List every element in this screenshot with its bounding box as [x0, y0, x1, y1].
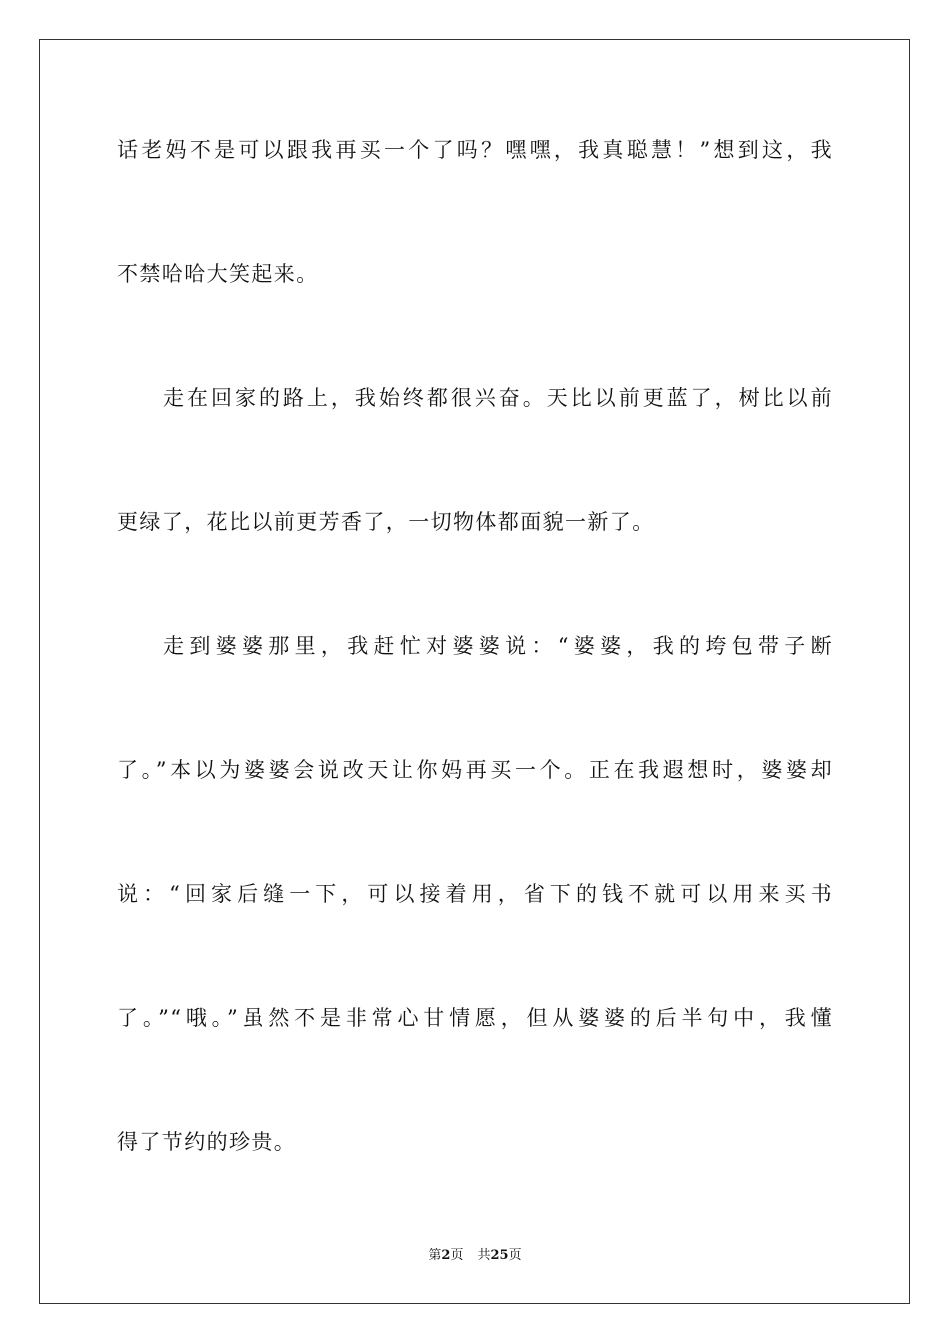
total-suffix: 页: [508, 1248, 522, 1263]
text-line: 得了节约的珍贵。: [117, 1130, 297, 1154]
total-pages: 25: [490, 1248, 509, 1263]
text-line: 话老妈不是可以跟我再买一个了吗？嘿嘿，我真聪慧！”想到这，我: [117, 138, 833, 162]
text-line: 不禁哈哈大笑起来。: [117, 262, 319, 286]
page-border: [39, 39, 910, 1304]
page-footer: [0, 1247, 950, 1265]
page-number: 2: [441, 1248, 451, 1263]
text-line: 走到婆婆那里，我赶忙对婆婆说：“婆婆，我的垮包带子断: [163, 634, 833, 658]
text-line: 走在回家的路上，我始终都很兴奋。天比以前更蓝了，树比以前: [163, 386, 833, 410]
text-line: 了。”本以为婆婆会说改天让你妈再买一个。正在我遐想时，婆婆却: [117, 758, 833, 782]
text-line: 说：“回家后缝一下，可以接着用，省下的钱不就可以用来买书: [117, 882, 833, 906]
text-line: 了。”“哦。”虽然不是非常心甘情愿，但从婆婆的后半句中，我懂: [117, 1006, 833, 1030]
page-prefix: 第: [428, 1248, 442, 1263]
page-suffix: 页: [450, 1248, 464, 1263]
total-prefix: 共: [477, 1248, 491, 1263]
text-line: 更绿了，花比以前更芳香了，一切物体都面貌一新了。: [117, 510, 655, 534]
